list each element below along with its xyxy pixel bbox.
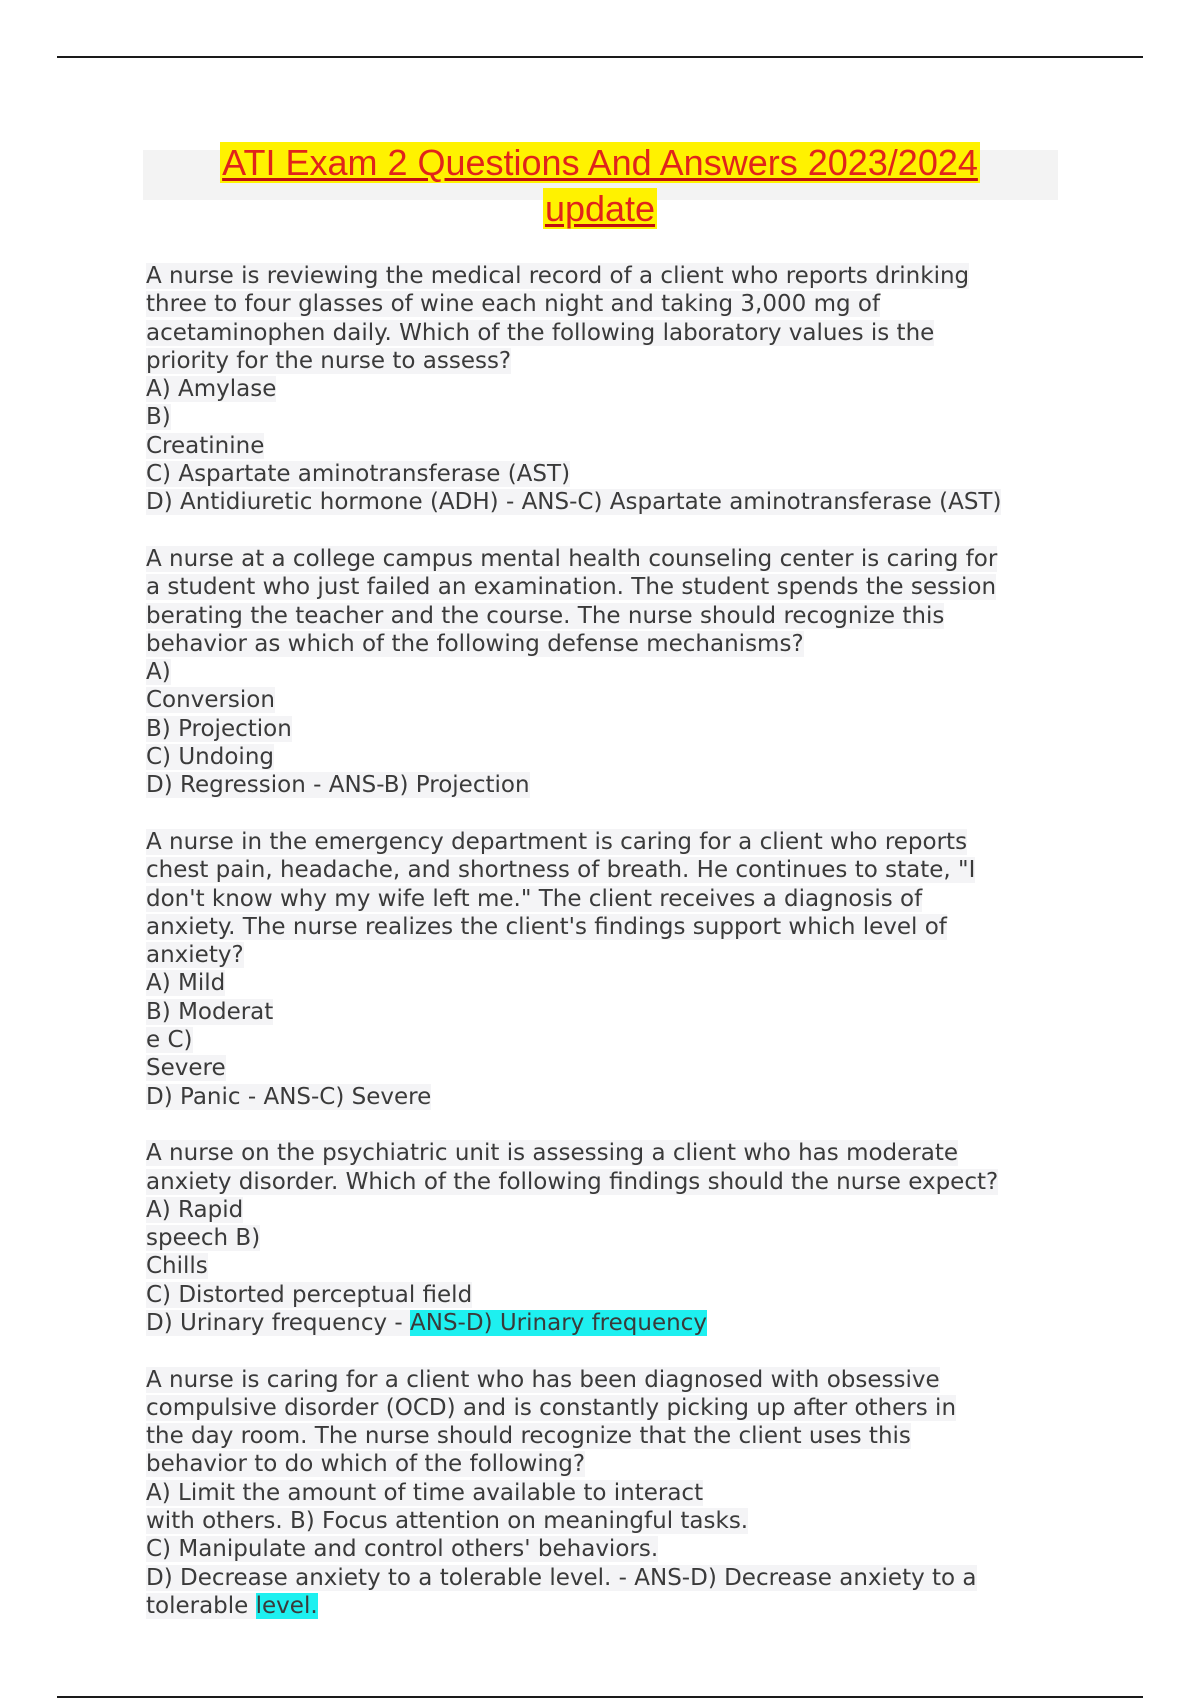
- text-line: A nurse on the psychiatric unit is assessing a client who has moderate: [146, 1140, 959, 1167]
- question-4: [146, 1139, 1066, 1337]
- text-line: berating the teacher and the course. The nurse should recognize this: [146, 602, 945, 629]
- answer-option: A) Limit the amount of time available to interact: [146, 1479, 704, 1506]
- answer-option: with others. B) Focus attention on meaningful tasks.: [146, 1508, 749, 1535]
- answer-option: Conversion: [146, 687, 275, 714]
- question-2: [146, 545, 1066, 800]
- answer-option: D) Decrease anxiety to a tolerable level. - ANS-D) Decrease anxiety to a: [146, 1564, 977, 1591]
- highlighted-answer: level.: [255, 1592, 318, 1619]
- text-line: behavior to do which of the following?: [146, 1451, 586, 1478]
- highlighted-answer: ANS-D) Urinary frequency: [410, 1309, 707, 1336]
- answer-option: C) Aspartate aminotransferase (AST): [146, 461, 571, 488]
- answer-option: B) Projection: [146, 715, 292, 742]
- question-1: [146, 262, 1066, 517]
- question-5: [146, 1366, 1066, 1621]
- text-line: behavior as which of the following defense mechanisms?: [146, 630, 804, 657]
- text-line: anxiety disorder. Which of the following findings should the nurse expect?: [146, 1168, 999, 1195]
- answer-option: D) Urinary frequency -: [146, 1309, 411, 1336]
- text-line: acetaminophen daily. Which of the following laboratory values is the: [146, 319, 935, 346]
- answer-option: C) Manipulate and control others' behaviors.: [146, 1536, 659, 1563]
- text-line: anxiety?: [146, 942, 244, 969]
- text-line: the day room. The nurse should recognize that the client uses this: [146, 1423, 911, 1450]
- answer-option: A) Mild: [146, 970, 226, 997]
- answer-option: D) Regression - ANS-B) Projection: [146, 772, 530, 799]
- question-3: [146, 828, 1066, 1111]
- text-line: compulsive disorder (OCD) and is constantly picking up after others in: [146, 1394, 957, 1421]
- text-line: A nurse in the emergency department is caring for a client who reports: [146, 828, 968, 855]
- title-line-1: ATI Exam 2 Questions And Answers 2023/2024: [222, 142, 978, 183]
- text-line: a student who just failed an examination. The student spends the session: [146, 574, 997, 601]
- answer-option: Creatinine: [146, 432, 265, 459]
- answer-option: C) Distorted perceptual field: [146, 1281, 473, 1308]
- text-line: A nurse at a college campus mental health counseling center is caring for: [146, 545, 998, 572]
- bottom-rule: [57, 1696, 1143, 1698]
- text-line: don't know why my wife left me." The client receives a diagnosis of: [146, 885, 923, 912]
- answer-option: e C): [146, 1027, 193, 1054]
- answer-option: D) Panic - ANS-C) Severe: [146, 1083, 432, 1110]
- text-line: chest pain, headache, and shortness of breath. He continues to state, "I: [146, 857, 976, 884]
- text-line: A nurse is caring for a client who has been diagnosed with obsessive: [146, 1366, 940, 1393]
- text-line: A nurse is reviewing the medical record of a client who reports drinking: [146, 263, 970, 289]
- answer-option: speech B): [146, 1225, 261, 1252]
- text-line: three to four glasses of wine each night and taking 3,000 mg of: [146, 291, 881, 318]
- answer-option: A) Amylase: [146, 376, 277, 403]
- document-title: [140, 140, 1060, 232]
- text-line: priority for the nurse to assess?: [146, 347, 512, 374]
- answer-option: D) Antidiuretic hormone (ADH) - ANS-C) Aspartate aminotransferase (AST): [146, 489, 1002, 516]
- answer-option: tolerable: [146, 1592, 256, 1619]
- answer-option: Chills: [146, 1253, 208, 1280]
- answer-option: A): [146, 659, 171, 686]
- answer-option: B): [146, 404, 171, 431]
- top-rule: [57, 56, 1143, 58]
- title-line-2: update: [544, 188, 656, 229]
- answer-option: A) Rapid: [146, 1196, 244, 1223]
- answer-option: Severe: [146, 1055, 226, 1082]
- answer-option: B) Moderat: [146, 998, 274, 1025]
- answer-option: C) Undoing: [146, 744, 274, 771]
- question-list: [146, 262, 1066, 1649]
- text-line: anxiety. The nurse realizes the client's findings support which level of: [146, 913, 947, 940]
